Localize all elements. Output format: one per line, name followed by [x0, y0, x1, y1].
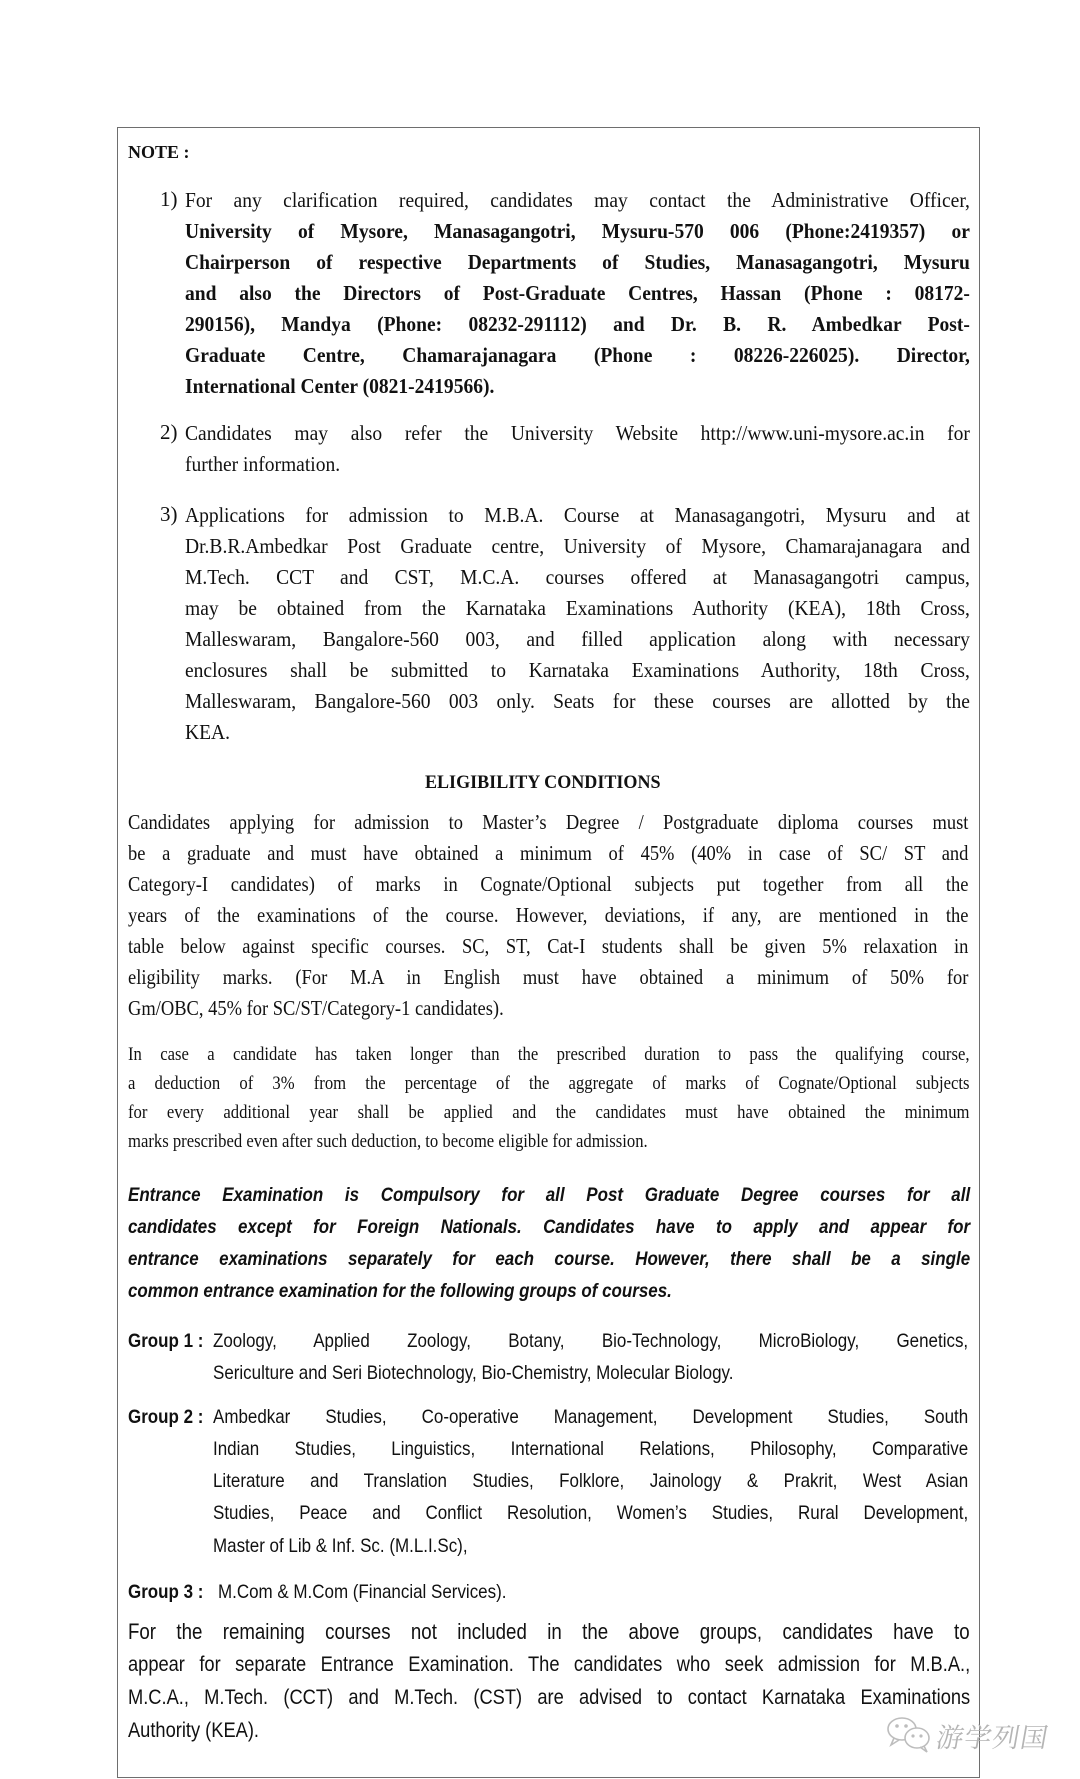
watermark: [885, 1714, 1055, 1754]
paragraph-line: entrance examinations separately for each course. However, there shall be a single: [128, 1248, 971, 1270]
note-line: may be obtained from the Karnataka Examinations Authority (KEA), 18th Cross,: [185, 596, 970, 620]
note-line: and also the Directors of Post-Graduate Centres, Hassan (Phone : 08172-: [185, 281, 970, 305]
paragraph-line: For the remaining courses not included in the above groups, candidates have to: [128, 1619, 970, 1644]
note-line: Chairperson of respective Departments of Studies, Manasagangotri, Mysuru: [185, 250, 970, 274]
paragraph-line: years of the examinations of the course. However, deviations, if any, are mentioned in the: [128, 903, 969, 927]
group-label: Group 1 :: [128, 1330, 204, 1352]
group-label: Group 2 :: [128, 1406, 204, 1428]
group-course-line: Master of Lib & Inf. Sc. (M.L.I.Sc),: [213, 1535, 468, 1557]
group-label: Group 3 :: [128, 1581, 204, 1603]
watermark-text: 游学列国: [933, 1723, 1052, 1754]
paragraph-line: Category-I candidates) of marks in Cognate/Optional subjects put together from all the: [128, 872, 969, 896]
note-line: further information.: [185, 452, 341, 476]
note-line: Dr.B.R.Ambedkar Post Graduate centre, University of Mysore, Chamarajanagara and: [185, 534, 970, 558]
note-item-number: 3): [160, 502, 178, 526]
note-label: NOTE :: [128, 142, 190, 162]
group-course-line: Sericulture and Seri Biotechnology, Bio-Chemistry, Molecular Biology.: [213, 1362, 734, 1384]
note-line: 290156), Mandya (Phone: 08232-291112) and Dr. B. R. Ambedkar Post-: [185, 312, 970, 336]
paragraph-line: a deduction of 3% from the percentage of the aggregate of marks of Cognate/Optional subjects: [128, 1074, 970, 1094]
paragraph-line: In case a candidate has taken longer than the prescribed duration to pass the qualifying course,: [128, 1045, 970, 1065]
paragraph-line: Gm/OBC, 45% for SC/ST/Category-1 candidates).: [128, 996, 504, 1020]
note-line: Applications for admission to M.B.A. Course at Manasagangotri, Mysuru and at: [185, 503, 970, 527]
group-course-line: Studies, Peace and Conflict Resolution, Women’s Studies, Rural Development,: [213, 1502, 969, 1524]
paragraph-line: candidates except for Foreign Nationals. Candidates have to apply and appear for: [128, 1216, 971, 1238]
wechat-icon: [885, 1714, 935, 1754]
note-line: KEA.: [185, 720, 231, 744]
group-course-line: Zoology, Applied Zoology, Botany, Bio-Technology, MicroBiology, Genetics,: [213, 1330, 969, 1352]
group-course-line: Ambedkar Studies, Co-operative Management, Development Studies, South: [213, 1406, 969, 1428]
note-item-number: 1): [160, 187, 178, 211]
note-item-number: 2): [160, 420, 178, 444]
note-line: University of Mysore, Manasagangotri, Mysuru-570 006 (Phone:2419357) or: [185, 219, 970, 243]
paragraph-line: common entrance examination for the following groups of courses.: [128, 1280, 672, 1302]
note-line: Graduate Centre, Chamarajanagara (Phone : 08226-226025). Director,: [185, 343, 970, 367]
note-line: enclosures shall be submitted to Karnataka Examinations Authority, 18th Cross,: [185, 658, 970, 682]
eligibility-heading: ELIGIBILITY CONDITIONS: [424, 772, 661, 793]
note-line: Malleswaram, Bangalore-560 003 only. Seats for these courses are allotted by the: [185, 689, 970, 713]
paragraph-line: eligibility marks. (For M.A in English must have obtained a minimum of 50% for: [128, 965, 969, 989]
group-course-line: M.Com & M.Com (Financial Services).: [218, 1581, 507, 1603]
paragraph-line: for every additional year shall be applied and the candidates must have obtained the minimum: [128, 1103, 970, 1123]
group-course-line: Indian Studies, Linguistics, International Relations, Philosophy, Comparative: [213, 1438, 969, 1460]
group-course-line: Literature and Translation Studies, Folklore, Jainology & Prakrit, West Asian: [213, 1470, 969, 1492]
paragraph-line: Candidates applying for admission to Master’s Degree / Postgraduate diploma courses must: [128, 810, 969, 834]
paragraph-line: appear for separate Entrance Examination. The candidates who seek admission for M.B.A.,: [128, 1653, 971, 1676]
paragraph-line: M.C.A., M.Tech. (CCT) and M.Tech. (CST) are advised to contact Karnataka Examinations: [128, 1686, 971, 1709]
paragraph-line: be a graduate and must have obtained a minimum of 45% (40% in case of SC/ ST and: [128, 841, 969, 865]
note-line: M.Tech. CCT and CST, M.C.A. courses offered at Manasagangotri campus,: [185, 565, 970, 589]
note-line: International Center (0821-2419566).: [185, 374, 495, 398]
paragraph-line: Entrance Examination is Compulsory for all Post Graduate Degree courses for all: [128, 1184, 971, 1206]
note-line: Candidates may also refer the University Website http://www.uni-mysore.ac.in for: [185, 421, 970, 445]
note-line: For any clarification required, candidates may contact the Administrative Officer,: [185, 188, 970, 212]
note-line: Malleswaram, Bangalore-560 003, and filled application along with necessary: [185, 627, 970, 651]
paragraph-line: Authority (KEA).: [128, 1719, 259, 1742]
paragraph-line: table below against specific courses. SC, ST, Cat-I students shall be given 5% relaxation in: [128, 934, 969, 958]
paragraph-line: marks prescribed even after such deduction, to become eligible for admission.: [128, 1132, 648, 1152]
